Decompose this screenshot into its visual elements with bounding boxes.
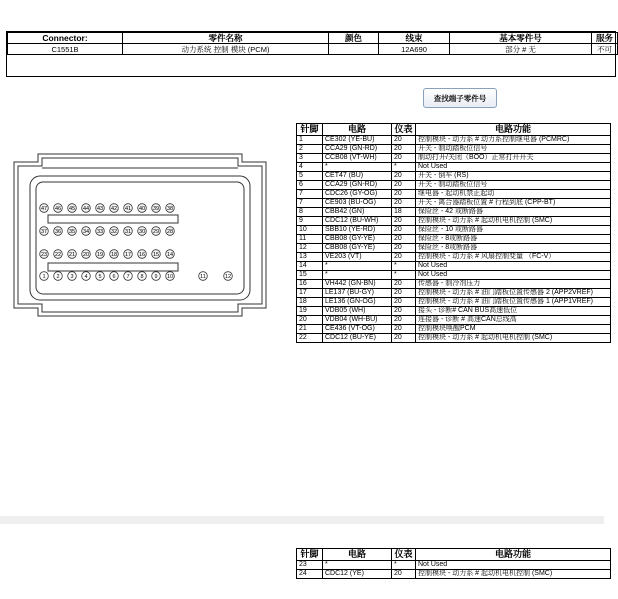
function-cell: 连接器 - 诊断 # 高速CAN总线高	[416, 316, 611, 325]
function-cell: 控制模块唤醒PCM	[416, 325, 611, 334]
pin-cell: 4	[297, 163, 323, 172]
function-cell: 传感器 - 制冷剂压力	[416, 280, 611, 289]
circuit-cell: *	[323, 262, 392, 271]
pin-header: 针脚	[297, 124, 323, 136]
table-row	[297, 307, 611, 316]
table-row	[297, 316, 611, 325]
table-row	[297, 181, 611, 190]
function-header: 电路功能	[416, 549, 611, 561]
circuit-cell: CET47 (BU)	[323, 172, 392, 181]
function-cell: 控制模块 - 动力系 # 动力系控制继电器 (PCMRC)	[416, 136, 611, 145]
connector-pin-label: 34	[82, 229, 90, 235]
circuit-cell: CCA29 (GN-RD)	[323, 145, 392, 154]
gauge-cell: 20	[392, 172, 416, 181]
function-cell: Not Used	[416, 271, 611, 280]
gauge-cell: 20	[392, 235, 416, 244]
pin-cell: 20	[297, 316, 323, 325]
circuit-cell: VH442 (GN-BN)	[323, 280, 392, 289]
gauge-cell: 20	[392, 190, 416, 199]
pin-cell: 8	[297, 208, 323, 217]
function-cell: 开关 - 制动踏板位信号	[416, 145, 611, 154]
connector-shell	[30, 176, 250, 300]
pin-cell: 15	[297, 271, 323, 280]
connector-id: C1551B	[8, 44, 123, 55]
table-row	[297, 570, 611, 579]
connector-pin-label: 14	[166, 252, 174, 258]
gauge-cell: *	[392, 271, 416, 280]
connector-pin-label: 42	[110, 206, 118, 212]
connector-pin-label: 41	[124, 206, 132, 212]
part-name: 动力系统 控制 模块 (PCM)	[123, 44, 329, 55]
function-cell: 控制模块 - 动力系 # 起动机电机控制 (SMC)	[416, 570, 611, 579]
gauge-cell: 20	[392, 298, 416, 307]
function-cell: 保险丝 - 8或断路器	[416, 235, 611, 244]
pin-cell: 14	[297, 262, 323, 271]
circuit-cell: *	[323, 561, 392, 570]
pin-table-2	[296, 548, 611, 579]
function-header: 电路功能	[416, 124, 611, 136]
function-cell: Not Used	[416, 561, 611, 570]
pin-cell: 1	[297, 136, 323, 145]
function-cell: 控制模块 - 动力系 # 起动机电机控制 (SMC)	[416, 217, 611, 226]
table-row	[297, 561, 611, 570]
circuit-cell: CBB08 (GY-YE)	[323, 235, 392, 244]
function-cell: 开关 - 倒车 (RS)	[416, 172, 611, 181]
connector-pin-label: 23	[40, 252, 48, 258]
connector-pin-label: 12	[224, 274, 232, 280]
col-color: 颜色	[329, 33, 379, 44]
pin-cell: 10	[297, 226, 323, 235]
section-divider	[0, 516, 604, 524]
pin-cell: 13	[297, 253, 323, 262]
service: 不可	[592, 44, 618, 55]
connector-pin-label: 1	[42, 274, 46, 280]
table-row	[297, 136, 611, 145]
connector-pin-label: 35	[68, 229, 76, 235]
key-slot-1	[48, 215, 178, 223]
function-cell: 接头 - 诊断# CAN BUS高速低位	[416, 307, 611, 316]
key-slot-2	[48, 263, 178, 271]
connector-pin-label: 21	[68, 252, 76, 258]
table-row	[297, 154, 611, 163]
connector-pin-label: 46	[54, 206, 62, 212]
function-cell: 保险丝 - 42 或断路器	[416, 208, 611, 217]
connector-pin-label: 8	[140, 274, 144, 280]
circuit-cell: CCB08 (VT-WH)	[323, 154, 392, 163]
circuit-cell: CDC12 (YE)	[323, 570, 392, 579]
gauge-cell: 20	[392, 316, 416, 325]
circuit-cell: CDC12 (BU-YE)	[323, 334, 392, 343]
connector-info-table	[6, 31, 616, 77]
function-cell: 继电器 - 起动机禁止起动	[416, 190, 611, 199]
connector-pin-label: 4	[84, 274, 88, 280]
gauge-cell: 20	[392, 136, 416, 145]
circuit-cell: LE136 (GN-OG)	[323, 298, 392, 307]
find-terminal-part-button[interactable]: 查找端子零件号	[423, 88, 497, 108]
connector-pin-label: 20	[82, 252, 90, 258]
connector-pin-label: 31	[124, 229, 132, 235]
function-cell: 保险丝 - 10 或断路器	[416, 226, 611, 235]
table-row	[297, 217, 611, 226]
gauge-header: 仪表	[392, 549, 416, 561]
circuit-cell: CDC26 (GY-OG)	[323, 190, 392, 199]
gauge-cell: 20	[392, 244, 416, 253]
table-row	[297, 253, 611, 262]
gauge-cell: *	[392, 561, 416, 570]
gauge-cell: 20	[392, 199, 416, 208]
col-part-name: 零件名称	[123, 33, 329, 44]
col-connector: Connector:	[8, 33, 123, 44]
gauge-cell: 20	[392, 145, 416, 154]
table-row	[297, 325, 611, 334]
circuit-cell: LE137 (BU-GY)	[323, 289, 392, 298]
col-base-part: 基本零件号	[450, 33, 592, 44]
connector-pin-label: 32	[110, 229, 118, 235]
gauge-cell: 20	[392, 570, 416, 579]
gauge-cell: 18	[392, 208, 416, 217]
connector-pin-label: 19	[96, 252, 104, 258]
circuit-cell: CCA29 (GN-RD)	[323, 181, 392, 190]
table-row	[297, 298, 611, 307]
pin-cell: 16	[297, 280, 323, 289]
gauge-cell: 20	[392, 325, 416, 334]
pin-cell: 21	[297, 325, 323, 334]
circuit-cell: *	[323, 163, 392, 172]
table-row	[297, 145, 611, 154]
table-row	[297, 208, 611, 217]
circuit-cell: VDB04 (WH-BU)	[323, 316, 392, 325]
connector-pin-label: 3	[70, 274, 74, 280]
connector-pin-label: 9	[154, 274, 158, 280]
connector-pin-label: 47	[40, 206, 48, 212]
pin-cell: 11	[297, 235, 323, 244]
gauge-cell: 20	[392, 289, 416, 298]
harness: 12A690	[379, 44, 450, 55]
table-row	[297, 334, 611, 343]
connector-pin-label: 40	[138, 206, 146, 212]
function-cell: 开关 - 制动踏板位信号	[416, 181, 611, 190]
connector-pin-label: 43	[96, 206, 104, 212]
gauge-cell: *	[392, 163, 416, 172]
pin-cell: 5	[297, 172, 323, 181]
gauge-cell: 20	[392, 154, 416, 163]
gauge-cell: 20	[392, 334, 416, 343]
table-row	[297, 226, 611, 235]
circuit-cell: VE203 (VT)	[323, 253, 392, 262]
pin-cell: 23	[297, 561, 323, 570]
function-cell: 保险丝 - 8或断路器	[416, 244, 611, 253]
table-row	[297, 280, 611, 289]
circuit-cell: CBB42 (GN)	[323, 208, 392, 217]
table-row	[297, 199, 611, 208]
connector-pin-label: 11	[200, 274, 206, 280]
connector-pin-label: 30	[138, 229, 146, 235]
connector-pin-label: 38	[166, 206, 174, 212]
connector-pin-label: 39	[152, 206, 160, 212]
connector-pin-label: 15	[152, 252, 160, 258]
gauge-cell: *	[392, 262, 416, 271]
col-service: 服务	[592, 33, 618, 44]
circuit-cell: CE903 (BU-OG)	[323, 199, 392, 208]
table-row	[297, 235, 611, 244]
pin-cell: 6	[297, 181, 323, 190]
function-cell: 控制模块 - 动力系 # 起动机电机控制 (SMC)	[416, 334, 611, 343]
function-cell: 控制模块 - 动力系 # 油门踏板位置传感器 1 (APP1VREF)	[416, 298, 611, 307]
connector-pin-label: 10	[166, 274, 174, 280]
connector-pin-label: 2	[56, 274, 60, 280]
table-row	[297, 190, 611, 199]
connector-pin-label: 28	[166, 229, 174, 235]
connector-pin-label: 7	[126, 274, 130, 280]
gauge-cell: 20	[392, 280, 416, 289]
connector-pin-label: 36	[54, 229, 62, 235]
function-cell: 开关 - 离合器踏板位置 # 行程到底 (CPP-BT)	[416, 199, 611, 208]
connector-pin-label: 18	[110, 252, 118, 258]
function-cell: 制动打开/关闭（BOO）正常打开开关	[416, 154, 611, 163]
table-row	[297, 244, 611, 253]
circuit-header: 电路	[323, 549, 392, 561]
gauge-cell: 20	[392, 226, 416, 235]
table-row	[297, 163, 611, 172]
connector-pin-label: 45	[68, 206, 76, 212]
circuit-cell: *	[323, 271, 392, 280]
gauge-cell: 20	[392, 181, 416, 190]
circuit-header: 电路	[323, 124, 392, 136]
pin-cell: 2	[297, 145, 323, 154]
part-color	[329, 44, 379, 55]
connector-pin-label: 29	[152, 229, 160, 235]
connector-diagram	[8, 148, 272, 322]
circuit-cell: SBB10 (YE-RD)	[323, 226, 392, 235]
function-cell: 控制模块 - 动力系 # 风扇控制变量 （FC-V）	[416, 253, 611, 262]
circuit-cell: CE436 (VT-OG)	[323, 325, 392, 334]
table-row	[297, 172, 611, 181]
connector-pin-label: 16	[138, 252, 146, 258]
pin-cell: 7	[297, 190, 323, 199]
circuit-cell: VDB05 (WH)	[323, 307, 392, 316]
table-row	[297, 271, 611, 280]
circuit-cell: CBB08 (GY-YE)	[323, 244, 392, 253]
gauge-cell: 20	[392, 217, 416, 226]
pin-cell: 17	[297, 289, 323, 298]
gauge-header: 仪表	[392, 124, 416, 136]
function-cell: Not Used	[416, 163, 611, 172]
pin-cell: 19	[297, 307, 323, 316]
pin-cell: 9	[297, 217, 323, 226]
gauge-cell: 20	[392, 253, 416, 262]
circuit-cell: CDC12 (BU-WH)	[323, 217, 392, 226]
pin-cell: 22	[297, 334, 323, 343]
pin-cell: 24	[297, 570, 323, 579]
base-part-number: 部分 # 无	[450, 44, 592, 55]
circuit-cell: CE302 (YE-BU)	[323, 136, 392, 145]
table-row	[297, 262, 611, 271]
pin-cell: 12	[297, 244, 323, 253]
pin-cell: 3	[297, 154, 323, 163]
connector-pin-label: 37	[40, 229, 48, 235]
table-row	[297, 289, 611, 298]
pin-cell: 7	[297, 199, 323, 208]
col-harness: 线束	[379, 33, 450, 44]
connector-pin-label: 6	[112, 274, 116, 280]
gauge-cell: 20	[392, 307, 416, 316]
function-cell: 控制模块 - 动力系 # 油门踏板位置传感器 2 (APP2VREF)	[416, 289, 611, 298]
pin-header: 针脚	[297, 549, 323, 561]
pin-cell: 18	[297, 298, 323, 307]
connector-pin-label: 33	[96, 229, 104, 235]
pin-table	[296, 123, 611, 343]
function-cell: Not Used	[416, 262, 611, 271]
connector-pin-label: 44	[82, 206, 90, 212]
connector-pin-label: 17	[124, 252, 132, 258]
connector-pin-label: 22	[54, 252, 62, 258]
connector-pin-label: 5	[98, 274, 102, 280]
